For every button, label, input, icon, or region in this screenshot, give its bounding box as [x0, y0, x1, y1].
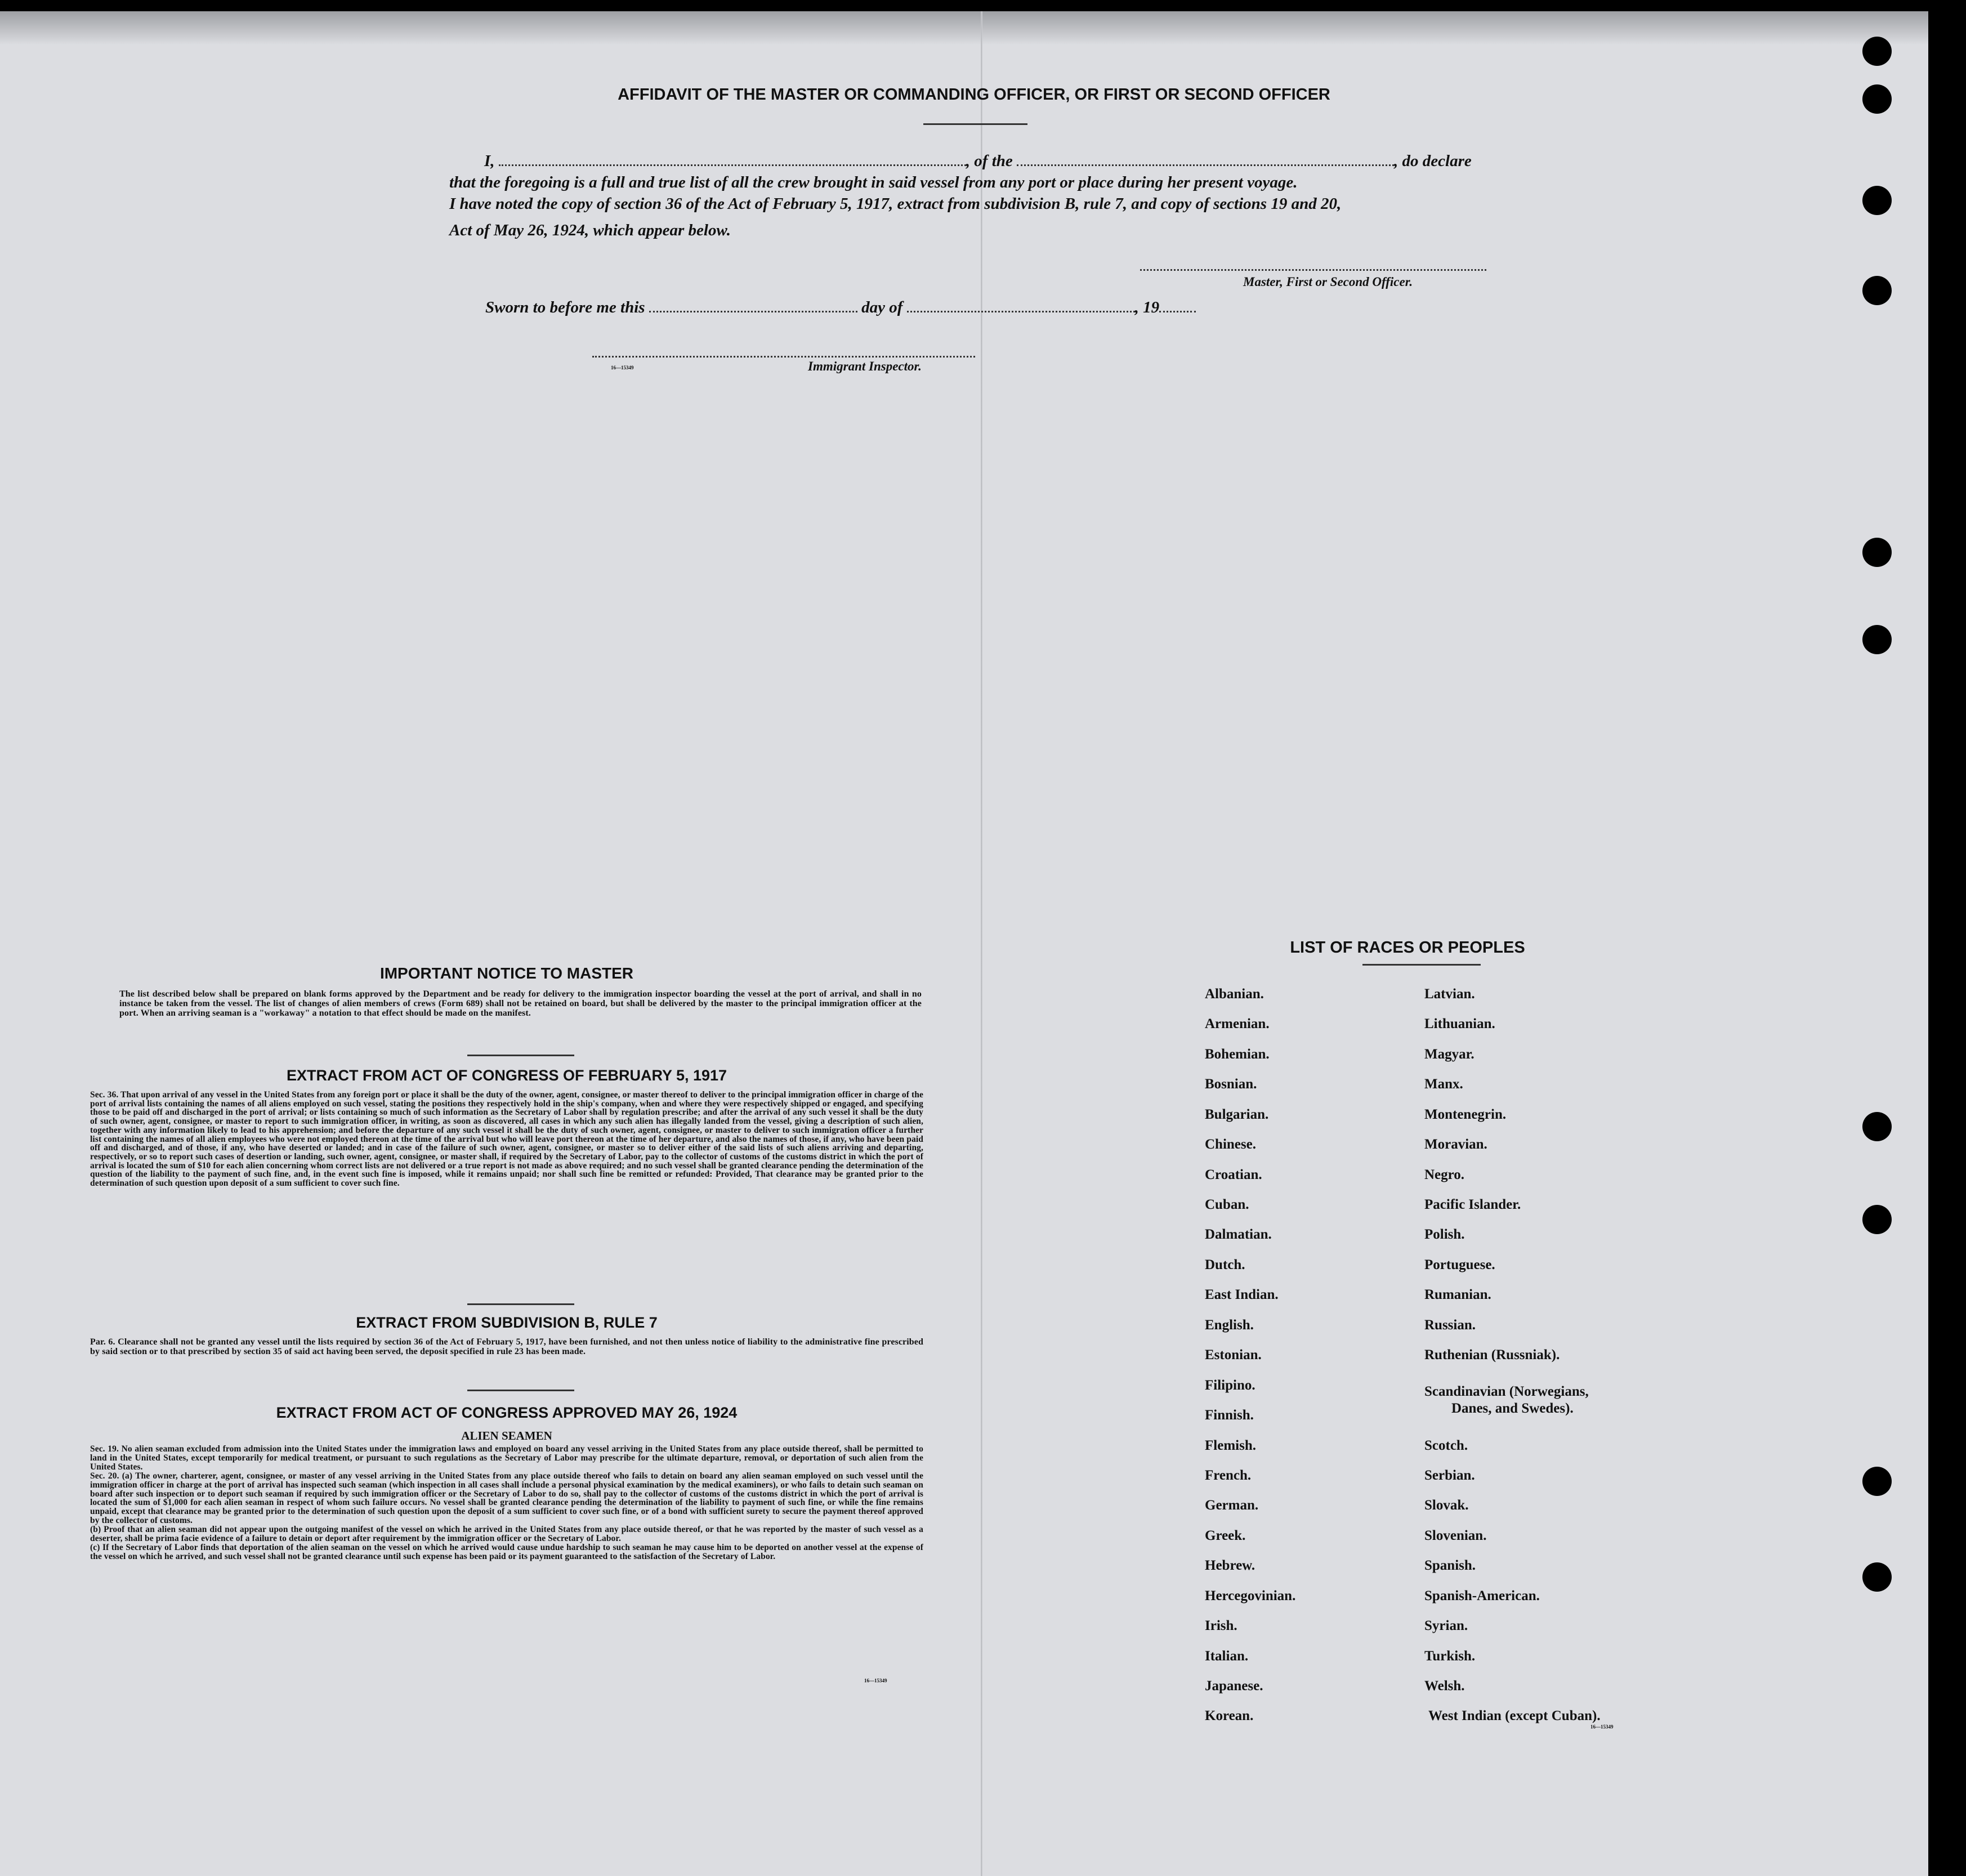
race-left: East Indian. — [1205, 1287, 1279, 1302]
rule7-title: EXTRACT FROM SUBDIVISION B, RULE 7 — [356, 1314, 658, 1331]
race-right: Spanish. — [1424, 1558, 1476, 1573]
punch-hole — [1862, 276, 1892, 305]
sworn-month-blank[interactable] — [907, 311, 1135, 312]
race-right: Manx. — [1424, 1077, 1463, 1092]
master-label: Master, First or Second Officer. — [1243, 275, 1413, 289]
inspector-label: Immigrant Inspector. — [808, 359, 922, 373]
race-left: Chinese. — [1205, 1137, 1256, 1152]
race-left: Italian. — [1205, 1649, 1249, 1664]
race-left: Albanian. — [1205, 986, 1264, 1002]
punch-hole — [1862, 625, 1892, 654]
race-right: Magyar. — [1424, 1047, 1474, 1062]
sworn-end: , 19 — [1134, 298, 1160, 316]
sworn-start: Sworn to before me this — [485, 298, 645, 316]
race-right: Pacific Islander. — [1424, 1197, 1521, 1212]
race-right: Turkish. — [1424, 1649, 1476, 1664]
race-right: Russian. — [1424, 1317, 1476, 1333]
race-right: Slovenian. — [1424, 1528, 1487, 1543]
divider — [467, 1303, 574, 1305]
race-left: Korean. — [1205, 1708, 1254, 1723]
title-underline — [923, 123, 1027, 125]
race-right: Moravian. — [1424, 1137, 1487, 1152]
sworn-line — [485, 298, 1196, 317]
race-right: Scandinavian (Norwegians, — [1424, 1384, 1589, 1399]
race-right: Negro. — [1424, 1167, 1465, 1182]
affidavit-title: AFFIDAVIT OF THE MASTER OR COMMANDING OFFICER, OR FIRST OR SECOND OFFICER — [618, 86, 1330, 104]
race-right: Welsh. — [1424, 1678, 1465, 1694]
race-right: Slovak. — [1424, 1498, 1469, 1513]
race-right: Serbian. — [1424, 1468, 1475, 1483]
race-left: Flemish. — [1205, 1438, 1256, 1453]
punch-hole — [1862, 1467, 1892, 1496]
race-right: Spanish-American. — [1424, 1588, 1540, 1603]
race-left: Bulgarian. — [1205, 1107, 1269, 1122]
extract-1917-text: Sec. 36. That upon arrival of any vessel in the United States from any foreign port or place it shall be the duty of the owner, agent, consignee, or master thereof to deliver to the principal immigration officer in charge of the port of arrival lists containing the names of all aliens employed on such vessel, stating the positions they respectively hold in the ship's company, when and where they were respectively shipped or engaged, and specifying those to be paid off and discharged in the port of arrival; or lists containing so much of such information as the Secretary of Labor shall by regulation prescribe; and after the arrival of any such vessel it shall be the duty of such owner, agent, consignee, or master to report to such immigration officer, in writing, as soon as discovered, all cases in which any such alien has illegally landed from the vessel, giving a description of such alien, together with any information likely to lead to his apprehension; and before the departure of any such vessel it shall be the duty of such owner, agent, consignee, or master to deliver to such immigration officer a further list containing the names of all alien employees who were not employed thereon at the time of the arrival but who will leave port thereon at the time of her departure, and also the names of those, if any, who have been paid off and discharged, and of those, if any, who have deserted or landed; and in case of the failure of such owner, agent, consignee, or master so to deliver either of the said lists of such aliens arriving and departing, respectively, or so to report such cases of desertion or landing, such owner, agent, consignee, or master shall, if required by the Secretary of Labor, pay to the collector of customs of the customs district in which the port of arrival is located the sum of $10 for each alien concerning whom correct lists are not delivered or a true report is not made as above required; and no such vessel shall be granted clearance pending the determination of the question of the liability to the payment of such fine, and, in the event such fine is imposed, while it remains unpaid; nor shall such fine be remitted or refunded: Provided, That clearance may be granted prior to the determination of such question upon deposit of a sum sufficient to cover such fine. — [90, 1090, 923, 1189]
master-signature-line[interactable] — [1140, 269, 1486, 271]
race-right: West Indian (except Cuban). — [1428, 1708, 1601, 1723]
notice-text: The list described below shall be prepared on blank forms approved by the Department and be ready for delivery to the immigration inspector boarding the vessel at the port of arrival, and shall in no instance be taken from the vessel. The list of changes of alien members of crews (Form 689) shall not be retained on board, but shall be delivered by the master to the principal immigration officer at the port. When an arriving seaman is a "workaway" a notation to that effect should be made on the manifest. — [119, 989, 922, 1018]
extract-1917-title: EXTRACT FROM ACT OF CONGRESS OF FEBRUARY 5, 1917 — [286, 1067, 727, 1084]
race-right: Ruthenian (Russniak). — [1424, 1347, 1560, 1363]
punch-hole — [1862, 186, 1892, 215]
document-page — [0, 11, 1928, 1876]
sec-20b: (b) Proof that an alien seaman did not appear upon the outgoing manifest of the vessel on which he arrived in the United States from any place outside thereof, or that he was reported by the master of such vessel as a deserter, shall be prima facie evidence of a failure to detain or deport after requirement by the immigration officer or the Secretary of Labor. — [90, 1525, 923, 1544]
notice-title: IMPORTANT NOTICE TO MASTER — [379, 964, 634, 982]
sec-20a: Sec. 20. (a) The owner, charterer, agent, consignee, or master of any vessel arriving in the United States from any place outside thereof who fails to detain on board any alien seaman employed on such vessel until the immigration officer in charge at the port of arrival has inspected such seaman (which inspection in all cases shall include a personal physical examination by the medical examiners), or who fails to detain such seaman on board after such inspection or to deport such seaman if required by such immigration officer or the Secretary of Labor to do so, shall pay to the collector of customs of the customs district in which the port of arrival is located the sum of $1,000 for each alien seaman in respect of whom such failure occurs. No vessel shall be granted clearance pending the determination of the liability to payment of such fine, or while the fine remains unpaid, except that clearance may be granted prior to the determination of such question upon the deposit of a sum sufficient to cover such fine, or of a bond with sufficient surety to secure the payment thereof approved by the collector of customs. — [90, 1471, 923, 1526]
race-left: English. — [1205, 1317, 1254, 1333]
race-right: Latvian. — [1424, 986, 1475, 1002]
line1-mid: , of the — [966, 152, 1013, 170]
race-right: Portuguese. — [1424, 1257, 1495, 1272]
alien-seamen-subtitle: ALIEN SEAMEN — [461, 1429, 552, 1442]
punch-hole — [1862, 84, 1892, 114]
race-right: Montenegrin. — [1424, 1107, 1507, 1122]
punch-hole — [1862, 37, 1892, 66]
punch-hole — [1862, 1562, 1892, 1592]
race-left: Hebrew. — [1205, 1558, 1255, 1573]
punch-hole — [1862, 538, 1892, 567]
sec-19: Sec. 19. No alien seaman excluded from admission into the United States under the immigration laws and employed on board any vessel arriving in the United States from any place outside thereof, shall be permitted to land in the United States, except temporarily for medical treatment, or pursuant to such regulations as the Secretary of Labor may prescribe for the ultimate departure, removal, or deportation of such alien from the United States. — [90, 1444, 923, 1472]
punch-hole — [1862, 1112, 1892, 1141]
race-left: Hercegovinian. — [1205, 1588, 1296, 1603]
race-left: Finnish. — [1205, 1408, 1254, 1423]
race-left: Dutch. — [1205, 1257, 1245, 1272]
race-left: Filipino. — [1205, 1378, 1255, 1393]
extract-1924-sections — [90, 1445, 923, 1561]
sec-20c: (c) If the Secretary of Labor finds that deportation of the alien seaman on the vessel on which he arrived would cause undue hardship to such seaman he may cause him to be deported on another vessel at the expense of the vessel on which he arrived, and such vessel shall not be granted clearance until such expense has been paid or its payment guaranteed to the satisfaction of the Secretary of Labor. — [90, 1542, 923, 1561]
line1-end: , do declare — [1394, 152, 1472, 170]
race-right: Polish. — [1424, 1227, 1465, 1242]
sworn-year-blank[interactable] — [1159, 311, 1196, 312]
race-left: Greek. — [1205, 1528, 1246, 1543]
race-right: Rumanian. — [1424, 1287, 1491, 1302]
sworn-day-blank[interactable] — [649, 311, 857, 312]
race-left: Irish. — [1205, 1618, 1237, 1633]
top-edge-shadow — [0, 11, 1928, 45]
sworn-mid: day of — [861, 298, 903, 316]
inspector-signature-line[interactable] — [592, 356, 975, 358]
center-fold — [981, 11, 982, 1876]
affidavit-line-2: that the foregoing is a full and true list of all the crew brought in said vessel from any port or place during her present voyage. — [449, 173, 1298, 191]
race-left: Bohemian. — [1205, 1047, 1270, 1062]
race-left: Dalmatian. — [1205, 1227, 1272, 1242]
race-left: Bosnian. — [1205, 1077, 1257, 1092]
punch-hole — [1862, 1205, 1892, 1234]
races-underline — [1362, 964, 1481, 966]
race-left: Cuban. — [1205, 1197, 1249, 1212]
race-right: Danes, and Swedes). — [1451, 1401, 1574, 1416]
race-right: Lithuanian. — [1424, 1016, 1495, 1031]
race-left: Croatian. — [1205, 1167, 1262, 1182]
race-left: Armenian. — [1205, 1016, 1270, 1031]
divider — [467, 1390, 574, 1391]
divider — [467, 1055, 574, 1056]
form-number-right: 16—15349 — [1590, 1724, 1614, 1730]
race-right: Scotch. — [1424, 1438, 1468, 1453]
race-left: Japanese. — [1205, 1678, 1263, 1694]
race-left: German. — [1205, 1498, 1259, 1513]
vessel-blank[interactable] — [1017, 164, 1394, 166]
extract-1924-title: EXTRACT FROM ACT OF CONGRESS APPROVED MAY 26, 1924 — [276, 1404, 738, 1421]
affidavit-line-1 — [484, 152, 1472, 171]
race-left: French. — [1205, 1468, 1252, 1483]
race-right: Syrian. — [1424, 1618, 1468, 1633]
name-blank[interactable] — [499, 164, 966, 166]
rule7-text: Par. 6. Clearance shall not be granted any vessel until the lists required by section 36 of the Act of February 5, 1917, have been furnished, and not then unless notice of liability to the administrative fine prescribed by said section or to that prescribed by section 35 of said act having been served, the deposit specified in rule 23 has been made. — [90, 1337, 923, 1356]
affidavit-line-4: Act of May 26, 1924, which appear below. — [449, 221, 731, 239]
form-number-left: 16—15349 — [864, 1678, 887, 1683]
races-title: LIST OF RACES OR PEOPLES — [1290, 939, 1525, 957]
affidavit-line-3: I have noted the copy of section 36 of the Act of February 5, 1917, extract from subdivision B, rule 7, and copy of sections 19 and 20, — [449, 195, 1342, 213]
form-number-top: 16—15349 — [611, 365, 634, 370]
line1-start: I, — [484, 152, 495, 170]
race-left: Estonian. — [1205, 1347, 1262, 1363]
